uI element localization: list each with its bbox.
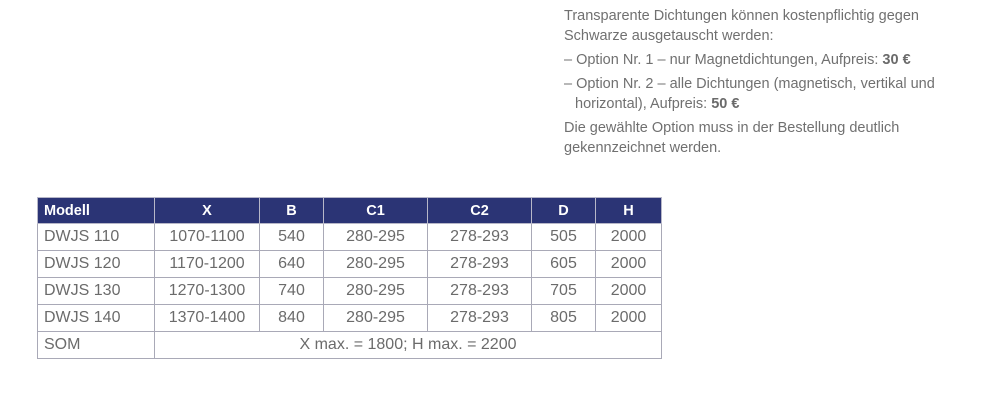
cell-c2: 278-293 [428, 305, 532, 332]
cell-x: 1370-1400 [155, 305, 260, 332]
header-x: X [155, 198, 260, 224]
cell-d: 805 [532, 305, 596, 332]
cell-h: 2000 [596, 278, 662, 305]
option-2-text: – Option Nr. 2 – alle Dichtungen (magnetisch, vertikal und horizontal), Aufpreis: [564, 76, 935, 112]
table-header-row [38, 198, 662, 224]
note-outro: Die gewählte Option muss in der Bestellung deutlich gekennzeichnet werden. [564, 120, 900, 156]
cell-c1: 280-295 [324, 251, 428, 278]
cell-x: 1270-1300 [155, 278, 260, 305]
header-modell: Modell [38, 198, 155, 224]
cell-b: 840 [260, 305, 324, 332]
header-c1: C1 [324, 198, 428, 224]
cell-h: 2000 [596, 224, 662, 251]
table-row [38, 278, 662, 305]
cell-c1: 280-295 [324, 224, 428, 251]
table-row [38, 251, 662, 278]
seal-options-note [564, 6, 984, 162]
cell-b: 640 [260, 251, 324, 278]
cell-x: 1070-1100 [155, 224, 260, 251]
option-1 [564, 50, 984, 70]
cell-c2: 278-293 [428, 278, 532, 305]
header-h: H [596, 198, 662, 224]
cell-d: 705 [532, 278, 596, 305]
header-d: D [532, 198, 596, 224]
cell-modell: DWJS 130 [38, 278, 155, 305]
cell-c2: 278-293 [428, 251, 532, 278]
option-2 [564, 74, 984, 114]
note-intro: Transparente Dichtungen können kostenpflichtig gegen Schwarze ausgetauscht werden: [564, 8, 919, 44]
option-1-text: – Option Nr. 1 – nur Magnetdichtungen, Aufpreis: [564, 52, 883, 68]
cell-modell: DWJS 140 [38, 305, 155, 332]
cell-d: 505 [532, 224, 596, 251]
som-row [38, 332, 662, 359]
option-1-price: 30 € [882, 52, 911, 68]
cell-modell: DWJS 110 [38, 224, 155, 251]
cell-x: 1170-1200 [155, 251, 260, 278]
table-row [38, 224, 662, 251]
cell-modell: DWJS 120 [38, 251, 155, 278]
som-value: X max. = 1800; H max. = 2200 [155, 332, 662, 359]
cell-c1: 280-295 [324, 305, 428, 332]
cell-b: 540 [260, 224, 324, 251]
dimensions-table [37, 197, 662, 359]
cell-h: 2000 [596, 251, 662, 278]
option-2-price: 50 € [711, 96, 740, 112]
header-b: B [260, 198, 324, 224]
cell-c2: 278-293 [428, 224, 532, 251]
cell-b: 740 [260, 278, 324, 305]
cell-h: 2000 [596, 305, 662, 332]
cell-c1: 280-295 [324, 278, 428, 305]
cell-d: 605 [532, 251, 596, 278]
header-c2: C2 [428, 198, 532, 224]
table-row [38, 305, 662, 332]
som-label: SOM [38, 332, 155, 359]
